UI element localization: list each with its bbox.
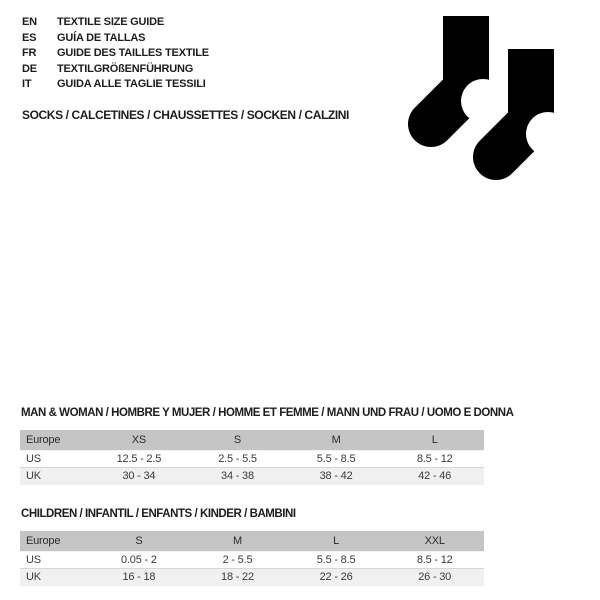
children-table-title: CHILDREN / INFANTIL / ENFANTS / KINDER / BAMBINI [21,508,296,520]
lang-label: TEXTILE SIZE GUIDE [57,16,165,28]
lang-label: TEXTILGRÖßENFÜHRUNG [57,62,194,75]
cell-value: 8.5 - 12 [385,450,484,467]
lang-label: GUÍA DE TALLAS [57,31,146,44]
children-size-table [20,531,484,586]
column-header-s: S [90,531,189,551]
cell-value: 2.5 - 5.5 [188,450,287,467]
table-header-row [20,531,484,551]
lang-code: EN [22,16,37,28]
lang-code: ES [22,31,37,44]
table-row-uk [20,568,484,586]
cell-value: 8.5 - 12 [385,551,484,568]
lang-code: IT [22,78,32,90]
cell-value: 42 - 46 [418,470,452,483]
section-man-woman [20,405,514,485]
table-row-us [20,450,484,467]
row-label: UK [26,470,41,483]
cell-value: 5.5 - 8.5 [287,551,386,568]
sock-right [496,49,570,157]
column-header-region: Europe [20,531,90,551]
socks-icon [403,8,595,190]
lang-code: FR [22,47,37,59]
cell-value: 0.05 - 2 [90,551,189,568]
language-list [22,15,209,93]
sock-left [431,16,505,124]
column-header-xxl: XXL [385,531,484,551]
row-label: US [20,551,90,568]
category-line: SOCKS / CALCETINES / CHAUSSETTES / SOCKEN / CALZINI [22,108,349,122]
lang-row-es [22,31,209,47]
lang-row-it [22,77,209,93]
cell-value: 5.5 - 8.5 [287,450,386,467]
section-children [20,506,484,586]
man-woman-size-table [20,430,484,485]
column-header-xs: XS [90,430,189,450]
lang-row-fr [22,46,209,62]
lang-label: GUIDE DES TAILLES TEXTILE [57,47,209,59]
column-header-s: S [188,430,287,450]
cell-value: 26 - 30 [418,571,452,584]
cell-value: 38 - 42 [319,470,353,483]
row-label: UK [26,571,41,584]
man-woman-table-title: MAN & WOMAN / HOMBRE Y MUJER / HOMME ET FEMME / MANN UND FRAU / UOMO E DONNA [21,407,514,419]
table-header-row [20,430,484,450]
row-label: US [20,450,90,467]
lang-label: GUIDA ALLE TAGLIE TESSILI [57,78,206,90]
column-header-region: Europe [20,430,90,450]
table-row-us [20,551,484,568]
cell-value: 34 - 38 [221,470,254,483]
lang-code: DE [22,62,37,75]
cell-value: 16 - 18 [122,571,156,584]
cell-value: 30 - 34 [122,470,156,483]
column-header-l: L [287,531,386,551]
cell-value: 22 - 26 [319,571,353,584]
cell-value: 12.5 - 2.5 [90,450,189,467]
cell-value: 2 - 5.5 [188,551,287,568]
lang-row-en [22,15,209,31]
column-header-m: M [188,531,287,551]
column-header-l: L [385,430,484,450]
table-row-uk [20,467,484,485]
column-header-m: M [287,430,386,450]
lang-row-de [22,62,209,78]
cell-value: 18 - 22 [221,571,254,584]
